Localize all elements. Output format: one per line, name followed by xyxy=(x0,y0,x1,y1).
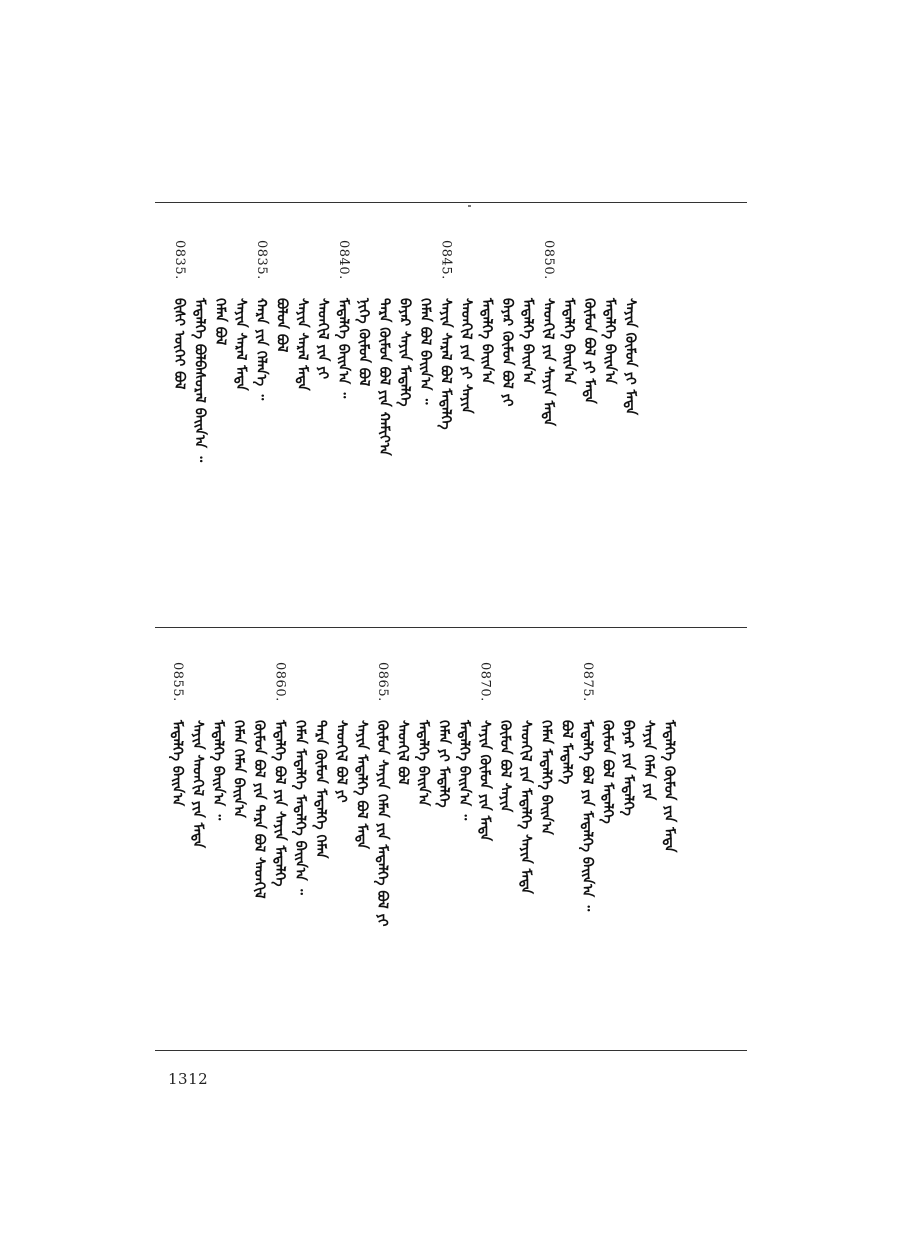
middle-divider xyxy=(155,627,747,628)
line-number: 0835. xyxy=(172,240,187,280)
line-number xyxy=(597,662,619,712)
line-number xyxy=(535,662,557,712)
line-number xyxy=(248,662,270,712)
line-number xyxy=(658,662,680,712)
verse-line: ᠮᠡᠳᠡᠯᠭᠡ ᠬᠦᠮᠦᠨ ᠶᠢᠨ ᠮᠡᠳᠡ xyxy=(661,720,677,853)
verse-line: ᠮᠡᠳᠡᠯᠭᠡ ᠪᠠᠢᠨ᠎ᠠ xyxy=(169,720,185,807)
line-number: 0875. xyxy=(580,662,595,702)
line-number: 0865. xyxy=(375,662,390,702)
verse-line: ᠮᠡᠳᠡᠯᠭᠡ ᠪᠠᠢᠨ᠎ᠠ ᠃ xyxy=(456,720,472,821)
line-number xyxy=(373,240,395,290)
line-number xyxy=(392,662,414,712)
verse-line: ᠮᠡᠳᠡᠯᠭᠡ ᠪᠠᠢᠨ᠎ᠠ xyxy=(478,298,495,385)
line-number xyxy=(209,240,231,290)
line-number xyxy=(619,240,641,290)
line-number xyxy=(291,240,313,290)
line-number xyxy=(189,240,211,290)
line-number xyxy=(494,662,516,712)
verse-line: ᠬᠦᠮᠦᠨ ᠪᠣᠯ ᠰᠠᠶᠢᠨ xyxy=(497,720,513,813)
verse-line: ᠰᠠᠶᠢᠨ ᠬᠡᠮᠡᠨ ᠶᠢᠨ xyxy=(640,720,657,801)
line-number xyxy=(207,662,229,712)
verse-line: ᠰᠠᠶᠢᠨ ᠰᠠᠷᠠᠯ ᠪᠣᠯ ᠮᠡᠳᠡᠯᠭᠡ xyxy=(437,298,454,430)
verse-line: ᠮᠡᠳᠡᠯᠭᠡ ᠪᠠᠢᠨ᠎ᠠ xyxy=(415,720,431,807)
verse-line: ᠬᠦᠮᠦᠨ ᠪᠣᠯ ᠮᠡᠳᠡᠯᠭᠡ xyxy=(599,720,616,824)
line-number xyxy=(353,240,375,290)
line-number: 0855. xyxy=(170,662,185,702)
verse-line: ᠬᠡᠮᠡᠨ ᠪᠣᠯ ᠪᠠᠢᠨ᠎ᠠ ᠃ xyxy=(417,298,433,405)
line-number xyxy=(394,240,416,290)
verse-line: ᠪᠣᠯᠤᠨ ᠪᠣᠯ xyxy=(273,298,290,353)
line-number xyxy=(517,240,539,290)
line-number xyxy=(617,662,639,712)
verse-line: ᠮᠡᠳᠡᠯᠭᠡ ᠪᠠᠢᠨ᠎ᠠ xyxy=(519,298,536,385)
line-number: 0860. xyxy=(272,662,288,702)
line-number: 0845. xyxy=(438,240,454,280)
line-number xyxy=(330,662,352,712)
line-number: 0870. xyxy=(477,662,493,702)
line-number: 0840. xyxy=(336,240,351,280)
verse-line: ᠮᠡᠳᠡᠯᠭᠡ ᠪᠣᠯ ᠶᠢᠨ ᠰᠠᠶᠢᠨ ᠮᠡᠳᠡᠯᠭᠡ xyxy=(271,720,288,887)
verse-line: ᠰᠡᠳᠬᠢᠯ ᠶᠢᠨ ᠶᠢ xyxy=(314,298,331,380)
verse-line: ᠰᠠᠶᠢᠨ ᠮᠡᠳᠡᠯᠭᠡ ᠪᠣᠯ ᠮᠡᠳᠡ xyxy=(353,720,370,850)
verse-line: ᠪᠣᠯ ᠮᠡᠳᠡᠯᠭᠡ xyxy=(558,720,575,785)
verse-line: ᠰᠠᠶᠢᠨ ᠰᠡᠳᠬᠢᠯ ᠶᠢᠨ ᠮᠡᠳᠡ xyxy=(189,720,206,849)
verse-line: ᠮᠡᠳᠡᠯᠭᠡ ᠪᠠᠢᠨ᠎ᠠ xyxy=(560,298,577,385)
lower-verse-block xyxy=(0,662,899,962)
verse-line: ᠬᠡᠮᠡᠨ ᠮᠡᠳᠡᠯᠭᠡ ᠪᠠᠢᠨ᠎ᠠ xyxy=(538,720,554,835)
verse-line: ᠰᠠᠶᠢᠨ ᠬᠦᠮᠦᠨ ᠶᠢ ᠮᠡᠳᠡ xyxy=(622,298,638,416)
line-number: 0835. xyxy=(254,240,269,280)
verse-line: ᠮᠡᠳᠡᠯᠭᠡ ᠪᠣᠯ ᠶᠢᠨ ᠮᠡᠳᠡᠯᠭᠡ ᠪᠠᠢᠨ᠎ᠠ ᠃ xyxy=(579,720,595,912)
line-number xyxy=(412,662,434,712)
line-number xyxy=(271,240,293,290)
line-number xyxy=(433,662,455,712)
verse-line: ᠰᠡᠳᠬᠢᠯ ᠶᠢᠨ ᠰᠠᠶᠢᠨ ᠮᠡᠳᠡ xyxy=(540,298,556,427)
line-number xyxy=(496,240,518,290)
line-number xyxy=(310,662,332,712)
verse-line: ᠪᠠᠶᠠᠷ ᠬᠦᠮᠦᠨ ᠪᠣᠯ ᠶᠢ xyxy=(499,298,515,407)
verse-line: ᠰᠡᠳᠬᠢᠯ ᠶᠢᠨ ᠮᠡᠳᠡᠯᠭᠡ ᠰᠠᠶᠢᠨ ᠮᠡᠳᠡ xyxy=(517,720,534,894)
bottom-divider xyxy=(155,1050,747,1051)
verse-line: ᠨᠢᠭᠡ ᠬᠦᠮᠦᠨ ᠪᠣᠯ xyxy=(355,298,372,387)
upper-verse-block xyxy=(0,240,899,540)
line-number xyxy=(230,240,252,290)
verse-line: ᠮᠡᠳᠡᠯᠭᠡ ᠪᠠᠢᠨ᠎ᠠ ᠃ xyxy=(335,298,351,399)
verse-line: ᠲᠡᠷᠡ ᠬᠦᠮᠦᠨ ᠮᠡᠳᠡᠯᠭᠡ ᠬᠡᠮᠡᠨ xyxy=(312,720,329,859)
line-number xyxy=(289,662,311,712)
verse-line: ᠪᠠᠶᠠᠷ ᠰᠠᠶᠢᠨ ᠮᠡᠳᠡᠯᠭᠡ xyxy=(396,298,413,407)
verse-line: ᠬᠦᠮᠦᠨ ᠰᠠᠶᠢᠨ ᠬᠡᠮᠡᠨ ᠶᠢᠨ ᠮᠡᠳᠡᠯᠭᠡ ᠪᠣᠯ ᠶᠢ xyxy=(374,720,390,927)
verse-line: ᠬᠦᠮᠦᠨ ᠪᠣᠯ ᠶᠢ ᠮᠡᠳᠡ xyxy=(581,298,597,404)
line-number xyxy=(638,662,660,712)
verse-line: ᠮᠡᠳᠡᠯᠭᠡ ᠪᠣᠯᠪᠠᠰᠤᠷᠠᠯ ᠪᠠᠢᠨ᠎ᠠ ᠃ xyxy=(191,298,208,463)
top-divider xyxy=(155,202,747,203)
line-number xyxy=(515,662,537,712)
verse-line: ᠰᠡᠳᠬᠢᠯ ᠪᠣᠯ xyxy=(394,720,411,785)
line-number xyxy=(453,662,475,712)
verse-line: ᠪᠢᠰᠢ ᠦᠭᠡᠢ ᠪᠣᠯ xyxy=(171,298,187,390)
line-number xyxy=(599,240,621,290)
verse-line: ᠪᠠᠶᠠᠷ ᠶᠢᠨ ᠮᠡᠳᠡᠯᠭᠡ xyxy=(620,720,636,816)
line-number: 0850. xyxy=(541,240,556,280)
verse-line: ᠰᠠᠶᠢᠨ ᠬᠦᠮᠦᠨ ᠶᠢᠨ ᠮᠡᠳᠡ xyxy=(476,720,493,842)
verse-line: ᠰᠡᠳᠬᠢᠯ ᠪᠣᠯ ᠶᠢ xyxy=(333,720,349,803)
verse-line: ᠬᠡᠮᠡᠨ ᠶᠢ ᠮᠡᠳᠡᠯᠭᠡ xyxy=(435,720,452,808)
line-number xyxy=(476,240,498,290)
verse-line: ᠬᠦᠮᠦᠨ ᠪᠣᠯ ᠶᠢᠨ ᠲᠡᠷᠡ ᠪᠣᠯ ᠰᠡᠳᠬᠢᠯ xyxy=(251,720,267,899)
verse-line: ᠬᠡᠮᠡᠨ ᠬᠡᠮᠡᠨ ᠪᠠᠢᠨ᠎ᠠ xyxy=(230,720,247,818)
line-number xyxy=(312,240,334,290)
scan-speck xyxy=(468,205,471,207)
verse-line: ᠰᠠᠶᠢᠨ ᠰᠠᠷᠠᠯ ᠮᠡᠳᠡ xyxy=(294,298,310,391)
verse-line: ᠬᠠᠷᠠ ᠶᠢᠨ ᠬᠡᠯᠡᠨ᠎ᠡ ᠃ xyxy=(253,298,269,401)
line-number xyxy=(228,662,250,712)
verse-line: ᠮᠡᠳᠡᠯᠭᠡ ᠪᠠᠢᠨ᠎ᠠ xyxy=(601,298,618,385)
line-number xyxy=(414,240,436,290)
line-number xyxy=(351,662,373,712)
line-number xyxy=(558,240,580,290)
verse-line: ᠮᠡᠳᠡᠯᠭᠡ ᠪᠠᠢᠨ᠎ᠠ ᠃ xyxy=(210,720,226,821)
verse-line: ᠰᠠᠶᠢᠨ ᠰᠠᠷᠠᠯ ᠮᠡᠳᠡ xyxy=(232,298,249,391)
line-number xyxy=(187,662,209,712)
verse-line: ᠬᠡᠮᠡᠨ ᠪᠣᠯ xyxy=(212,298,228,346)
page-number: 1312 xyxy=(168,1070,209,1088)
verse-line: ᠬᠡᠮᠡᠨ ᠮᠡᠳᠡᠯᠭᠡ ᠮᠡᠳᠡᠯᠭᠡ ᠪᠠᠢᠨ᠎ᠠ ᠃ xyxy=(292,720,308,895)
line-number xyxy=(578,240,600,290)
verse-line: ᠲᠡᠷᠡ ᠬᠦᠮᠦᠨ ᠪᠣᠯ ᠶᠢᠨ ᠬᠠᠮᠢᠶ᠎ᠠ xyxy=(376,298,392,456)
line-number xyxy=(455,240,477,290)
verse-line: ᠰᠡᠳᠬᠢᠯ ᠶᠢᠨ ᠶᠢ ᠰᠠᠶᠢᠨ xyxy=(458,298,474,414)
line-number xyxy=(556,662,578,712)
